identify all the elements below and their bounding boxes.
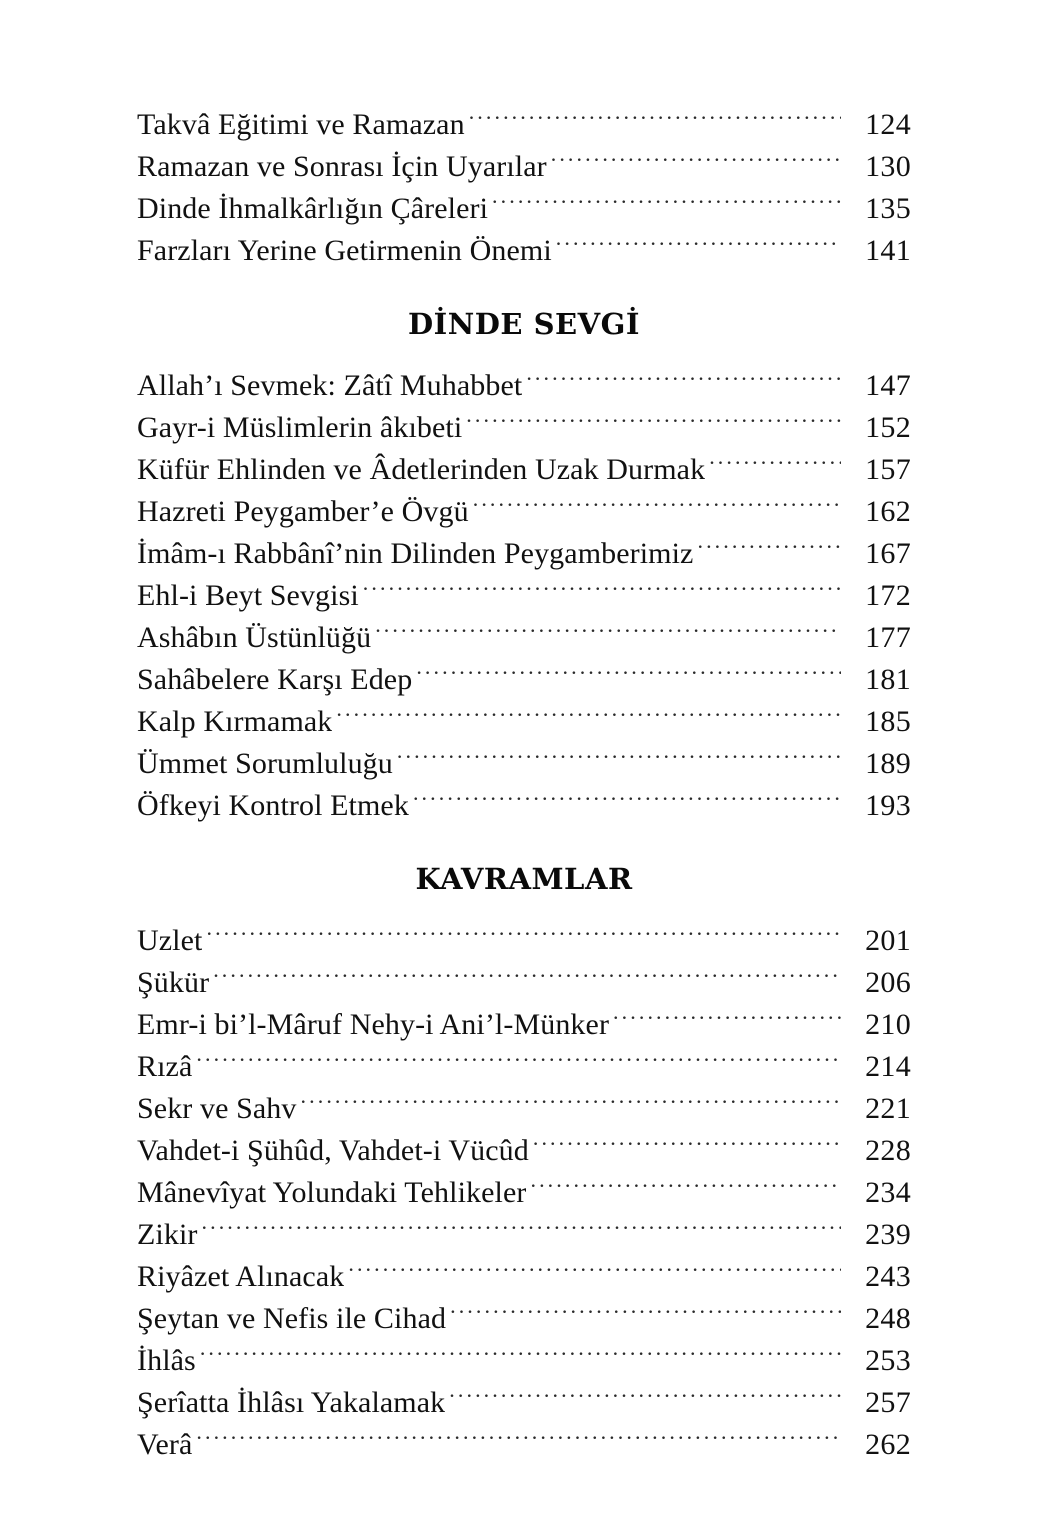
toc-entry-title: Şükür: [137, 966, 210, 999]
toc-leader-dots: [213, 962, 841, 992]
toc-entry-page-number: 185: [865, 705, 911, 738]
toc-entry-page-number: 201: [865, 924, 911, 957]
toc-entry[interactable]: [137, 1340, 911, 1382]
toc-entry-title: Şeytan ve Nefis ile Cihad: [137, 1302, 447, 1335]
toc-entry[interactable]: [137, 962, 911, 1004]
toc-entry[interactable]: [137, 365, 911, 407]
toc-entry-page-number: 167: [865, 537, 911, 570]
toc-entry-page-number: 248: [865, 1302, 911, 1335]
toc-entry[interactable]: [137, 1424, 911, 1466]
toc-entry[interactable]: [137, 1256, 911, 1298]
toc-entry-page-number: 124: [865, 108, 911, 141]
toc-entry-title: Takvâ Eğitimi ve Ramazan: [137, 108, 465, 141]
toc-leader-dots: [469, 104, 841, 134]
toc-entry-title: Uzlet: [137, 924, 203, 957]
toc-entry[interactable]: [137, 407, 911, 449]
toc-entry-page-number: 257: [865, 1386, 911, 1419]
section-heading: DİNDE SEVGİ: [408, 307, 640, 341]
toc-leader-dots: [697, 533, 841, 563]
toc-entry[interactable]: [137, 491, 911, 533]
toc-entry-title: Ashâbın Üstünlüğü: [137, 621, 372, 654]
toc-leader-dots: [450, 1298, 841, 1328]
toc-entry-title: Kalp Kırmamak: [137, 705, 333, 738]
toc-entry-title: Ehl-i Beyt Sevgisi: [137, 579, 359, 612]
toc-entry-page-number: 141: [865, 234, 911, 267]
toc-entry-page-number: 181: [865, 663, 911, 696]
toc-entry-title: Rızâ: [137, 1050, 193, 1083]
toc-entry[interactable]: [137, 449, 911, 491]
toc-entry-page-number: 189: [865, 747, 911, 780]
toc-entry-title: Ramazan ve Sonrası İçin Uyarılar: [137, 150, 547, 183]
toc-leader-dots: [449, 1382, 841, 1412]
toc-entry[interactable]: [137, 1298, 911, 1340]
toc-leader-dots: [551, 146, 841, 176]
toc-leader-dots: [336, 701, 841, 731]
toc-leader-dots: [206, 920, 841, 950]
table-of-contents: [137, 104, 911, 1466]
toc-entry-title: Küfür Ehlinden ve Âdetlerinden Uzak Durmak: [137, 453, 706, 486]
toc-leader-dots: [301, 1088, 841, 1118]
toc-leader-dots: [473, 491, 841, 521]
toc-entry[interactable]: [137, 146, 911, 188]
toc-leader-dots: [202, 1214, 842, 1244]
toc-entry[interactable]: [137, 188, 911, 230]
toc-entry-page-number: 239: [865, 1218, 911, 1251]
toc-entry[interactable]: [137, 575, 911, 617]
toc-leader-dots: [363, 575, 841, 605]
section-heading-block: [137, 272, 911, 365]
toc-entry-page-number: 206: [865, 966, 911, 999]
toc-entry-page-number: 193: [865, 789, 911, 822]
toc-entry-title: Dinde İhmalkârlığın Çâreleri: [137, 192, 489, 225]
toc-leader-dots: [196, 1424, 841, 1454]
toc-entry-page-number: 152: [865, 411, 911, 444]
toc-entry-page-number: 162: [865, 495, 911, 528]
toc-entry-title: Farzları Yerine Getirmenin Önemi: [137, 234, 552, 267]
toc-entry[interactable]: [137, 1088, 911, 1130]
toc-entry-title: İmâm-ı Rabbânî’nin Dilinden Peygamberimiz: [137, 537, 694, 570]
toc-entry[interactable]: [137, 659, 911, 701]
toc-entry-page-number: 135: [865, 192, 911, 225]
toc-leader-dots: [466, 407, 841, 437]
toc-entry[interactable]: [137, 920, 911, 962]
toc-entry[interactable]: [137, 1004, 911, 1046]
toc-leader-dots: [556, 230, 841, 260]
toc-entry[interactable]: [137, 1214, 911, 1256]
toc-leader-dots: [526, 365, 841, 395]
toc-entry-title: Mânevîyat Yolundaki Tehlikeler: [137, 1176, 527, 1209]
section-heading: KAVRAMLAR: [415, 862, 633, 896]
toc-entry-title: Şerîatta İhlâsı Yakalamak: [137, 1386, 446, 1419]
toc-leader-dots: [200, 1340, 841, 1370]
toc-entry-page-number: 262: [865, 1428, 911, 1461]
toc-leader-dots: [530, 1172, 841, 1202]
toc-entry-title: Verâ: [137, 1428, 193, 1461]
toc-entry-page-number: 130: [865, 150, 911, 183]
toc-entry-title: Allah’ı Sevmek: Zâtî Muhabbet: [137, 369, 523, 402]
toc-entry[interactable]: [137, 1130, 911, 1172]
toc-leader-dots: [348, 1256, 841, 1286]
toc-entry-page-number: 157: [865, 453, 911, 486]
toc-entry[interactable]: [137, 533, 911, 575]
toc-entry[interactable]: [137, 701, 911, 743]
toc-entry[interactable]: [137, 104, 911, 146]
toc-leader-dots: [413, 785, 841, 815]
toc-entry-title: Gayr-i Müslimlerin âkıbeti: [137, 411, 463, 444]
toc-entry[interactable]: [137, 1382, 911, 1424]
toc-entry-page-number: 147: [865, 369, 911, 402]
toc-entry-page-number: 253: [865, 1344, 911, 1377]
toc-leader-dots: [492, 188, 841, 218]
toc-entry-title: Vahdet-i Şühûd, Vahdet-i Vücûd: [137, 1134, 529, 1167]
toc-entry-title: Riyâzet Alınacak: [137, 1260, 345, 1293]
toc-entry[interactable]: [137, 1046, 911, 1088]
toc-entry-page-number: 172: [865, 579, 911, 612]
toc-entry-title: Sahâbelere Karşı Edep: [137, 663, 413, 696]
toc-entry-title: Zikir: [137, 1218, 198, 1251]
toc-leader-dots: [533, 1130, 841, 1160]
toc-entry[interactable]: [137, 617, 911, 659]
toc-entry[interactable]: [137, 743, 911, 785]
toc-entry[interactable]: [137, 1172, 911, 1214]
toc-entry-page-number: 234: [865, 1176, 911, 1209]
toc-entry-page-number: 228: [865, 1134, 911, 1167]
toc-entry-title: Sekr ve Sahv: [137, 1092, 297, 1125]
toc-leader-dots: [375, 617, 841, 647]
toc-leader-dots: [416, 659, 841, 689]
toc-entry-title: Hazreti Peygamber’e Övgü: [137, 495, 469, 528]
toc-entry-page-number: 243: [865, 1260, 911, 1293]
toc-leader-dots: [613, 1004, 841, 1034]
toc-entry[interactable]: [137, 230, 911, 272]
toc-entry-title: İhlâs: [137, 1344, 196, 1377]
toc-entry-page-number: 214: [865, 1050, 911, 1083]
toc-entry-title: Öfkeyi Kontrol Etmek: [137, 789, 409, 822]
toc-entry-page-number: 221: [865, 1092, 911, 1125]
section-heading-block: [137, 827, 911, 920]
toc-entry[interactable]: [137, 785, 911, 827]
toc-leader-dots: [196, 1046, 841, 1076]
toc-entry-page-number: 210: [865, 1008, 911, 1041]
toc-entry-title: Ümmet Sorumluluğu: [137, 747, 393, 780]
toc-entry-page-number: 177: [865, 621, 911, 654]
toc-leader-dots: [709, 449, 841, 479]
toc-leader-dots: [397, 743, 841, 773]
toc-entry-title: Emr-i bi’l-Mâruf Nehy-i Ani’l-Münker: [137, 1008, 610, 1041]
